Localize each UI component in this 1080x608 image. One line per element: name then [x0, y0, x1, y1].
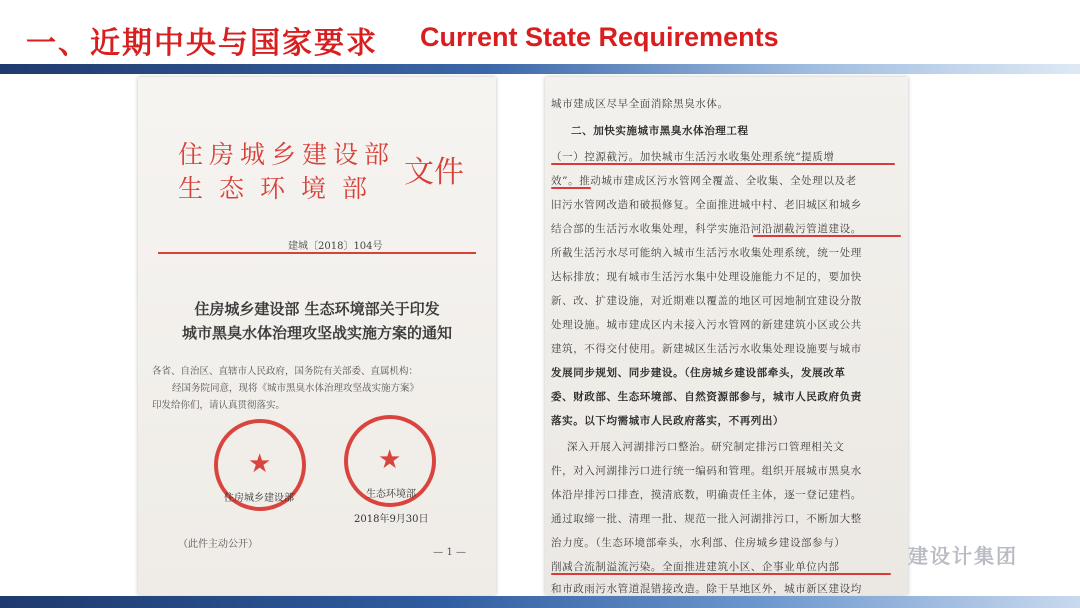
doc-line: 所截生活污水尽可能纳入城市生活污水收集处理系统，统一处理 — [551, 247, 862, 259]
doc-line: 结合部的生活污水收集处理，科学实施沿河沿湖截污管道建设。 — [551, 223, 862, 235]
highlight-underline — [551, 163, 895, 165]
highlight-underline — [551, 573, 891, 575]
doc-line: 建筑，不得交付使用。新建城区生活污水收集处理设施要与城市 — [551, 343, 862, 355]
doc-line-bold: 落实。以下均需城市人民政府落实，不再列出） — [551, 415, 785, 427]
public-notice: （此件主动公开） — [178, 539, 258, 550]
doc-line: 效”。推动城市建成区污水管网全覆盖、全收集、全处理以及老 — [551, 175, 857, 187]
doc-line: 和市政雨污水管道混错接改造。除干旱地区外，城市新区建设均 — [551, 583, 862, 595]
doc-heading: 二、加快实施城市黑臭水体治理工程 — [571, 125, 749, 137]
doc-line: 达标排放；现有城市生活污水集中处理设施能力不足的，要加快 — [551, 271, 862, 283]
doc-line: 件，对入河湖排污口进行统一编码和管理。组织开展城市黑臭水 — [551, 465, 862, 477]
highlight-underline — [551, 187, 591, 189]
company-watermark: 建设计集团 — [908, 544, 1018, 568]
notice-body-line: 经国务院同意，现将《城市黑臭水体治理攻坚战实施方案》 — [172, 383, 420, 394]
doc-line: 通过取缔一批、清理一批、规范一批入河湖排污口，不断加大整 — [551, 513, 862, 525]
document-label: 文件 — [404, 155, 464, 190]
doc-line: 体沿岸排污口排查，摸清底数，明确责任主体，逐一登记建档。 — [551, 489, 862, 501]
notice-body-line: 印发给你们，请认真贯彻落实。 — [152, 400, 286, 411]
doc-line: 处理设施。城市建成区内未接入污水管网的新建建筑小区或公共 — [551, 319, 862, 331]
document-number: 建城〔2018〕104号 — [288, 241, 383, 252]
issuing-dept-2: 生态环境部 — [178, 174, 384, 203]
sign-date: 2018年9月30日 — [354, 514, 429, 525]
header-band — [0, 64, 1080, 74]
slide-title-en: Current State Requirements — [420, 22, 779, 52]
red-divider — [158, 252, 476, 254]
doc-line: 治力度。（生态环境部牵头，水利部、住房城乡建设部参与） — [551, 537, 846, 549]
doc-line: 削减合流制溢流污染。全面推进建筑小区、企事业单位内部 — [551, 561, 840, 573]
signer-2: 生态环境部 — [366, 489, 416, 500]
page-number: — 1 — — [433, 547, 466, 558]
footer-band — [0, 596, 1080, 608]
doc-line-bold: 发展同步规划、同步建设。（住房城乡建设部牵头，发展改革 — [551, 367, 846, 379]
slide-header — [0, 0, 1080, 64]
doc-line: 城市建成区尽早全面消除黑臭水体。 — [551, 98, 729, 110]
doc-line-bold: 委、财政部、生态环境部、自然资源部参与，城市人民政府负责 — [551, 391, 862, 403]
doc-line: 深入开展入河湖排污口整治。研究制定排污口管理相关文 — [567, 441, 845, 453]
highlight-underline — [753, 235, 901, 237]
issuing-dept-1: 住房城乡建设部 — [178, 140, 396, 169]
doc-line: （一）控源截污。加快城市生活污水收集处理系统“提质增 — [551, 151, 835, 163]
document-photo-left — [138, 77, 496, 595]
notice-body-line: 各省、自治区、直辖市人民政府，国务院有关部委、直属机构： — [152, 366, 419, 377]
doc-line: 旧污水管网改造和破损修复。全面推进城中村、老旧城区和城乡 — [551, 199, 862, 211]
signer-1: 住房城乡建设部 — [224, 493, 294, 504]
notice-title-line-2: 城市黑臭水体治理攻坚战实施方案的通知 — [181, 324, 452, 342]
document-photo-right — [545, 77, 908, 595]
doc-line: 新、改、扩建设施，对近期难以覆盖的地区可因地制宜建设分散 — [551, 295, 862, 307]
notice-title-line-1: 住房城乡建设部 生态环境部关于印发 — [194, 300, 440, 318]
slide-title-cn: 一、近期中央与国家要求 — [26, 26, 378, 61]
